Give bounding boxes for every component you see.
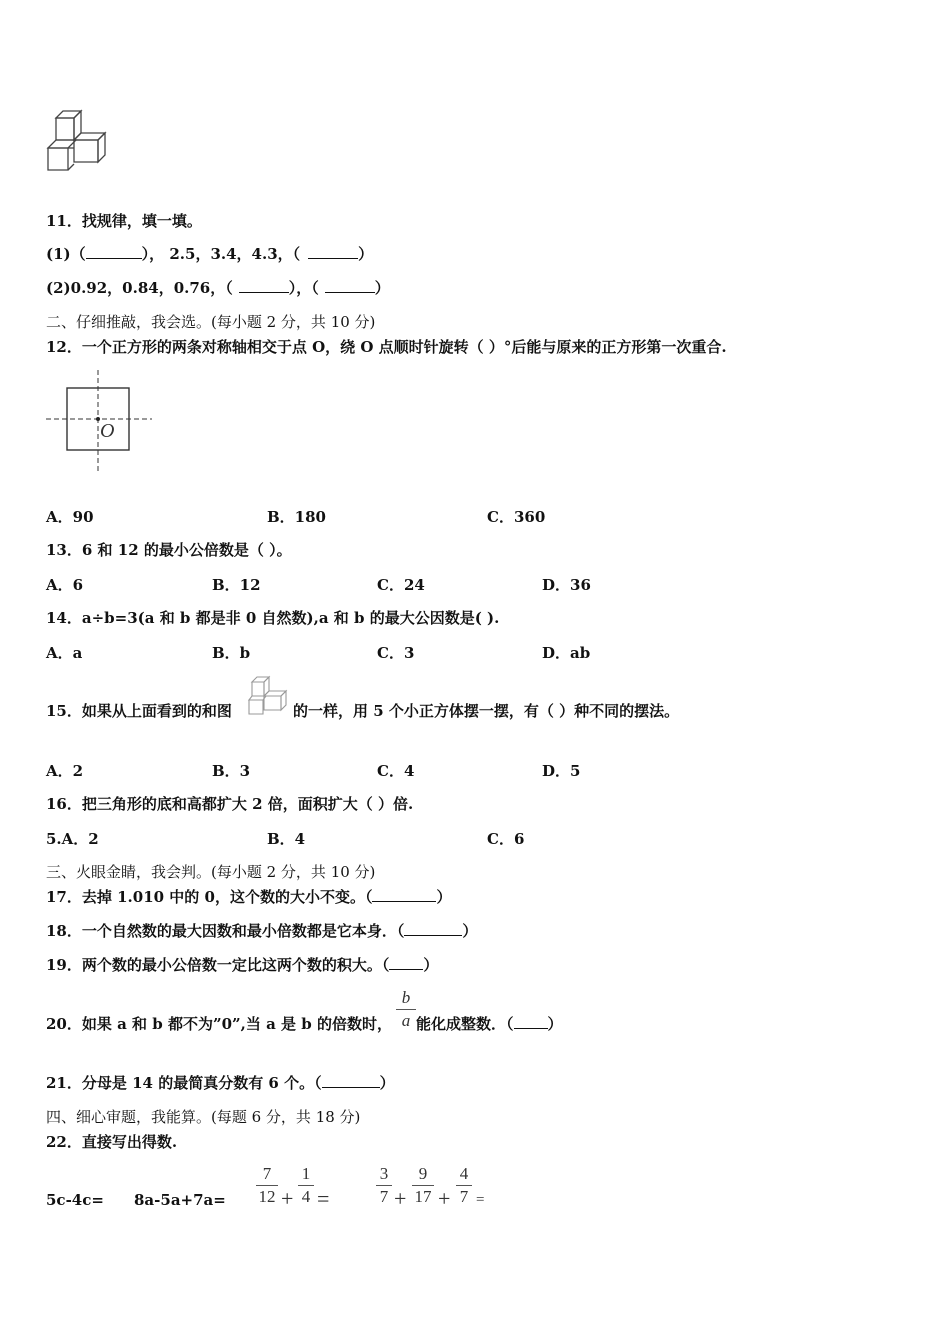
q13-option-d[interactable]: D．36 [542, 576, 591, 594]
answer-blank[interactable] [86, 244, 142, 259]
fraction-numerator: 9 [418, 1164, 428, 1183]
q11-p1-prefix: (1)（ [46, 245, 86, 263]
equals-sign: = [476, 1192, 485, 1208]
q21-text: 21．分母是 14 的最简真分数有 6 个。（ [46, 1074, 322, 1092]
fraction-denominator: 4 [301, 1187, 311, 1206]
q17-text: 17．去掉 1.010 中的 0，这个数的大小不变。（ [46, 888, 373, 906]
fraction-denominator: a [401, 1011, 411, 1030]
fraction-numerator: b [401, 988, 411, 1007]
q20-row-end [416, 1014, 563, 1034]
q16-option-b[interactable]: B．4 [267, 830, 306, 848]
q15-option-d[interactable]: D．5 [542, 762, 581, 780]
q21-end: ） [379, 1074, 395, 1092]
answer-blank[interactable] [308, 244, 358, 259]
fraction-denominator: 17 [414, 1187, 432, 1206]
q22-expr-1: 5c-4c= [46, 1191, 104, 1209]
q19-text: 19．两个数的最小公倍数一定比这两个数的积大。（ [46, 956, 390, 974]
answer-blank[interactable] [325, 278, 375, 293]
q11-stem: 11．找规律，填一填。 [46, 212, 202, 230]
fraction-numerator: 1 [301, 1164, 311, 1183]
plus-sign: + [394, 1186, 407, 1211]
q11-p1-mid: ）， 2.5，3.4，4.3，（ [141, 245, 301, 263]
answer-blank[interactable] [404, 921, 462, 936]
cube-stack-figure [44, 108, 114, 178]
q15-option-a[interactable]: A．2 [46, 762, 84, 780]
q20-text-end: 能化成整数．（ [416, 1015, 514, 1033]
q20-fraction [396, 988, 416, 1031]
q12-stem: 12．一个正方形的两条对称轴相交于点 O，绕 O 点顺时针旋转（ ）°后能与原来的正方形第一次重合. [46, 338, 727, 356]
fraction-7-12 [256, 1164, 278, 1207]
answer-blank[interactable] [239, 278, 289, 293]
fraction-denominator: 7 [379, 1187, 389, 1206]
q12-option-c[interactable]: C．360 [487, 508, 546, 526]
q12-option-a[interactable]: A．90 [46, 508, 94, 526]
q16-option-c[interactable]: C．6 [487, 830, 525, 848]
q14-option-a[interactable]: A．a [46, 644, 83, 662]
point-o-label: O [100, 420, 115, 442]
answer-blank[interactable] [372, 887, 436, 902]
fraction-numerator: 4 [459, 1164, 469, 1183]
q22-stem: 22．直接写出得数. [46, 1133, 178, 1151]
q15-stem-end: 的一样，用 5 个小正方体摆一摆，有（ ）种不同的摆法。 [293, 702, 680, 720]
answer-blank[interactable] [322, 1073, 380, 1088]
q11-p1-end: ） [358, 245, 374, 263]
q11-p2-end: ） [374, 279, 390, 297]
fraction-1-4 [298, 1164, 314, 1207]
section-2-heading: 二、仔细推敲，我会选。(每小题 2 分，共 10 分) [46, 313, 376, 331]
fraction-3-7 [376, 1164, 392, 1207]
fraction-denominator: 7 [459, 1187, 469, 1206]
q13-stem: 13．6 和 12 的最小公倍数是（ ）。 [46, 541, 292, 559]
plus-sign: + [438, 1186, 451, 1211]
q14-option-b[interactable]: B．b [212, 644, 251, 662]
fraction-9-17 [412, 1164, 434, 1207]
q17-row [46, 887, 451, 907]
q20-text-start: 20．如果 a 和 b 都不为”0”,当 a 是 b 的倍数时， [46, 1015, 392, 1033]
answer-blank[interactable] [389, 955, 423, 970]
q15-option-c[interactable]: C．4 [377, 762, 415, 780]
q19-end: ） [423, 956, 439, 974]
fraction-4-7 [456, 1164, 472, 1207]
equals-sign: = [317, 1186, 330, 1211]
q11-part1 [46, 244, 373, 264]
q19-row [46, 955, 438, 975]
q15-option-b[interactable]: B．3 [212, 762, 251, 780]
section-4-heading: 四、细心审题，我能算。(每题 6 分，共 18 分) [46, 1108, 361, 1126]
q20-end: ） [547, 1015, 563, 1033]
q14-stem: 14．a÷b=3(a 和 b 都是非 0 自然数),a 和 b 的最大公因数是( ). [46, 609, 500, 627]
q13-option-a[interactable]: A．6 [46, 576, 84, 594]
q22-expr-2: 8a-5a+7a= [134, 1191, 226, 1209]
q21-row [46, 1073, 395, 1093]
q18-end: ） [462, 922, 478, 940]
q16-stem: 16．把三角形的底和高都扩大 2 倍，面积扩大（ ）倍. [46, 795, 414, 813]
q11-p2-prefix: (2)0.92，0.84，0.76，（ [46, 279, 233, 297]
q17-end: ） [436, 888, 452, 906]
q13-option-c[interactable]: C．24 [377, 576, 425, 594]
q13-option-b[interactable]: B．12 [212, 576, 261, 594]
section-3-heading: 三、火眼金睛，我会判。(每小题 2 分，共 10 分) [46, 863, 376, 881]
q14-option-c[interactable]: C．3 [377, 644, 415, 662]
fraction-numerator: 3 [379, 1164, 389, 1183]
q18-text: 18．一个自然数的最大因数和最小倍数都是它本身．（ [46, 922, 405, 940]
q18-row [46, 921, 477, 941]
fraction-numerator: 7 [262, 1164, 272, 1183]
fraction-denominator: 12 [258, 1187, 276, 1206]
q12-option-b[interactable]: B．180 [267, 508, 326, 526]
q11-p2-mid: ），（ [288, 279, 319, 297]
q14-option-d[interactable]: D．ab [542, 644, 591, 662]
plus-sign: + [281, 1186, 294, 1211]
q16-option-a[interactable]: 5.A．2 [46, 830, 99, 848]
q11-part2 [46, 278, 390, 298]
answer-blank[interactable] [514, 1014, 548, 1029]
top-view-cubes-icon [247, 674, 291, 716]
q15-stem-start: 15．如果从上面看到的和图 [46, 702, 232, 720]
